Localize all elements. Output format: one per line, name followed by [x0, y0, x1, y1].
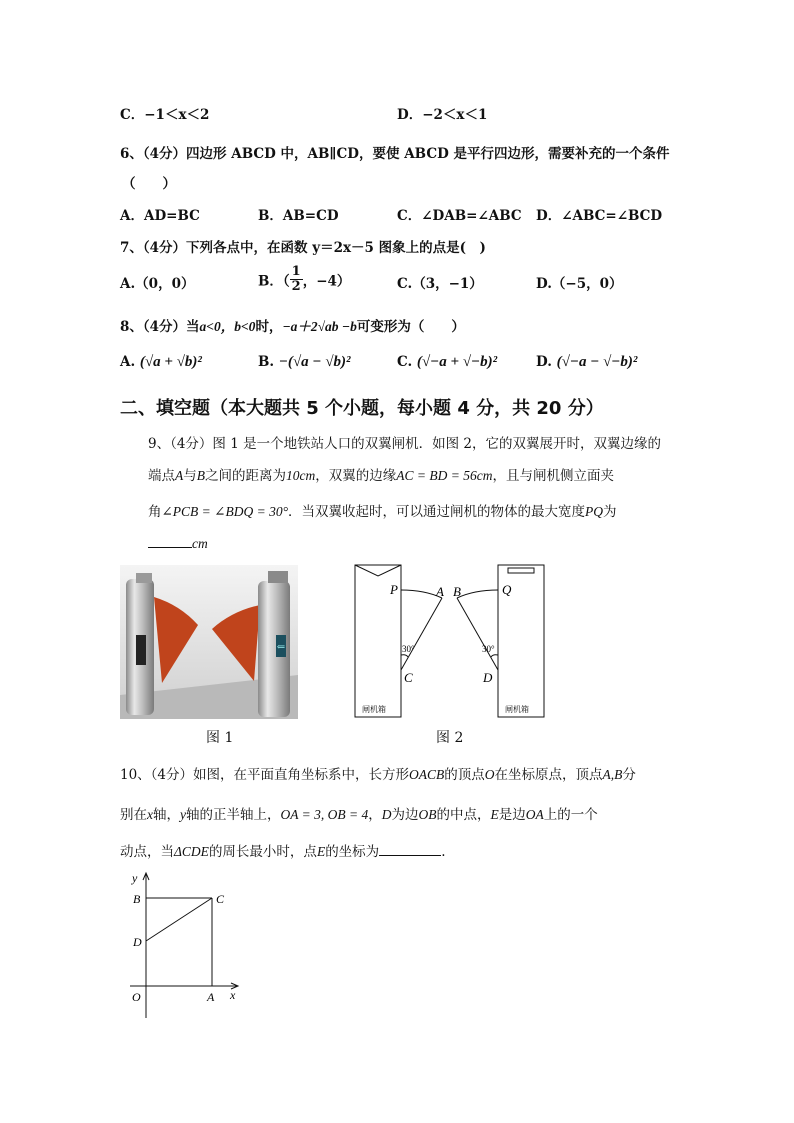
- q8-condition: a<0，b<0: [199, 319, 256, 334]
- q9-text: 端点: [148, 468, 175, 484]
- label-c: C: [404, 670, 413, 685]
- q10-text: 别在: [120, 807, 147, 823]
- q8-option-c: [397, 354, 497, 371]
- q9-text: ，且与闸机侧立面夹: [492, 468, 614, 484]
- section-heading: 二、填空题（本大题共 5 个小题，每小题 4 分，共 20 分）: [120, 398, 604, 419]
- label-p: P: [390, 582, 398, 597]
- q10-var: OACB: [409, 767, 445, 782]
- q10-text: 是边: [498, 807, 526, 823]
- q10-var: E: [490, 807, 499, 822]
- q10-text: 分: [622, 767, 636, 783]
- box-left-label: 闸机箱: [362, 705, 386, 714]
- fraction-denominator: 2: [291, 279, 301, 294]
- q7-option-b-fraction: [290, 265, 303, 294]
- q10-text: .: [441, 844, 446, 860]
- q6-option-c: C．∠DAB=∠ABC: [397, 208, 522, 224]
- q9-text: 之间的距离为: [205, 468, 286, 484]
- q10-text: 在坐标原点，顶点: [494, 767, 603, 783]
- figure1-caption: 图 1: [206, 730, 234, 746]
- figure2-caption: 图 2: [436, 730, 464, 746]
- label-d: D: [133, 935, 142, 949]
- q8-option-b-label: B.: [258, 354, 275, 370]
- q7-option-c: C.（3，−1）: [397, 276, 483, 292]
- q8-option-d: [536, 354, 637, 371]
- q10-text: 10、（4分）如图，在平面直角坐标系中，长方形: [120, 767, 410, 783]
- label-d: D: [483, 670, 493, 685]
- label-a: A: [436, 584, 444, 599]
- q9-line3: [148, 500, 616, 520]
- q7-stem: 7、（4分）下列各点中，在函数 y＝2x－5 图象上的点是( ): [120, 240, 486, 256]
- q10-var: D: [381, 807, 392, 822]
- q8-option-a: [120, 354, 202, 371]
- q8-stem-a: 8、（4分）当: [120, 319, 200, 335]
- label-b: B: [453, 584, 461, 599]
- q8-option-c-expr: (√−a + √−b)²: [416, 354, 498, 370]
- q6-stem: 6、（4分）四边形 ABCD 中，AB∥CD，要使 ABCD 是平行四边形，需要补充的一个条件: [120, 146, 670, 162]
- q6-paren: （ ）: [122, 176, 176, 192]
- q8-option-c-label: C.: [397, 354, 413, 370]
- q10-var: x: [147, 807, 153, 822]
- q10-text: 动点，当: [120, 844, 174, 860]
- q7-option-a: A.（0，0）: [120, 276, 195, 292]
- q10-text: 的中点，: [436, 807, 491, 823]
- arrow-icon: ⇐: [276, 642, 286, 653]
- q9-equation: AC = BD = 56cm: [396, 468, 493, 483]
- q9-text: ．当双翼收起时，可以通过闸机的物体的最大宽度: [287, 504, 585, 520]
- fraction-numerator: 1: [291, 264, 301, 279]
- q8-option-b: [258, 354, 350, 371]
- q9-var-a: A: [175, 468, 184, 483]
- q9-text: ，双翼的边缘: [315, 468, 397, 484]
- q9-unit: cm: [192, 536, 208, 551]
- q8-stem-d: 可变形为（ ）: [356, 319, 465, 335]
- q8-stem-c: 时，: [255, 319, 283, 335]
- box-right-label: 闸机箱: [505, 705, 529, 714]
- axis-x-label: x: [230, 988, 236, 1002]
- q10-var: ΔCDE: [174, 844, 209, 859]
- q10-text: 轴，: [153, 807, 180, 823]
- q9-angle-equation: ∠PCB = ∠BDQ = 30°: [161, 504, 288, 519]
- q10-var: OA = 3, OB = 4: [280, 807, 369, 822]
- q9-line1: 9、（4分）图 1 是一个地铁站人口的双翼闸机．如图 2，它的双翼展开时，双翼边缘的: [148, 436, 661, 452]
- q9-line4: [148, 536, 208, 552]
- q10-var: O: [484, 767, 495, 782]
- label-b: B: [133, 892, 141, 906]
- q6-option-d: D．∠ABC=∠BCD: [536, 208, 663, 224]
- q8-option-a-expr: (√a + √b)²: [139, 354, 202, 370]
- label-c: C: [216, 892, 225, 906]
- q5-option-d: D．−2＜x＜1: [397, 107, 488, 123]
- coordinate-figure: [120, 868, 250, 1028]
- angle-left-label: 30°: [402, 644, 415, 654]
- q9-var-pq: PQ: [584, 504, 603, 519]
- q7-option-b: [258, 265, 350, 294]
- q10-text: 的顶点: [444, 767, 485, 783]
- answer-blank: [379, 854, 441, 856]
- gate-diagram: [350, 560, 550, 720]
- q7-option-d: D.（−5，0）: [536, 276, 623, 292]
- q10-text: 的周长最小时，点: [208, 844, 317, 860]
- q10-line1: [120, 763, 636, 783]
- q10-var: A,B: [602, 767, 623, 782]
- q6-option-b: B．AB=CD: [258, 208, 339, 224]
- q10-text: 为边: [391, 807, 419, 823]
- q7-option-b-suffix: ，−4）: [302, 273, 351, 290]
- q8-option-d-expr: (√−a − √−b)²: [556, 354, 638, 370]
- q8-option-a-label: A.: [120, 354, 136, 370]
- q10-text: 上的一个: [543, 807, 598, 823]
- q10-line2: [120, 803, 598, 823]
- q10-text: 的坐标为: [325, 844, 380, 860]
- q8-option-b-expr: −(√a − √b)²: [278, 354, 351, 370]
- q9-text: 为: [602, 504, 617, 520]
- q10-text: ，: [368, 807, 382, 823]
- axis-y-label: y: [132, 871, 138, 885]
- q6-option-a: A．AD=BC: [120, 208, 200, 224]
- label-a: A: [207, 990, 215, 1004]
- q10-text: 轴的正半轴上，: [186, 807, 281, 823]
- q8-expression: −a＋2√ab −b: [282, 319, 357, 334]
- q9-line2: [148, 464, 614, 484]
- angle-right-label: 30°: [482, 644, 495, 654]
- q10-var: y: [180, 807, 186, 822]
- label-o: O: [132, 990, 141, 1004]
- q9-text: 与: [183, 468, 197, 484]
- q7-option-b-prefix: B．（: [258, 273, 290, 290]
- q10-var: OA: [525, 807, 544, 822]
- q5-option-c: C．−1＜x＜2: [120, 107, 210, 123]
- q8-stem: [120, 315, 465, 335]
- q10-var: OB: [418, 807, 437, 822]
- q9-distance: 10cm: [286, 468, 316, 483]
- q9-text: 角: [148, 504, 162, 520]
- label-q: Q: [502, 582, 512, 597]
- q9-var-b: B: [196, 468, 205, 483]
- answer-blank: [148, 546, 192, 548]
- q10-var: E: [316, 844, 326, 859]
- q8-option-d-label: D.: [536, 354, 552, 370]
- q10-line3: [120, 840, 445, 860]
- gate-photo: [120, 565, 298, 719]
